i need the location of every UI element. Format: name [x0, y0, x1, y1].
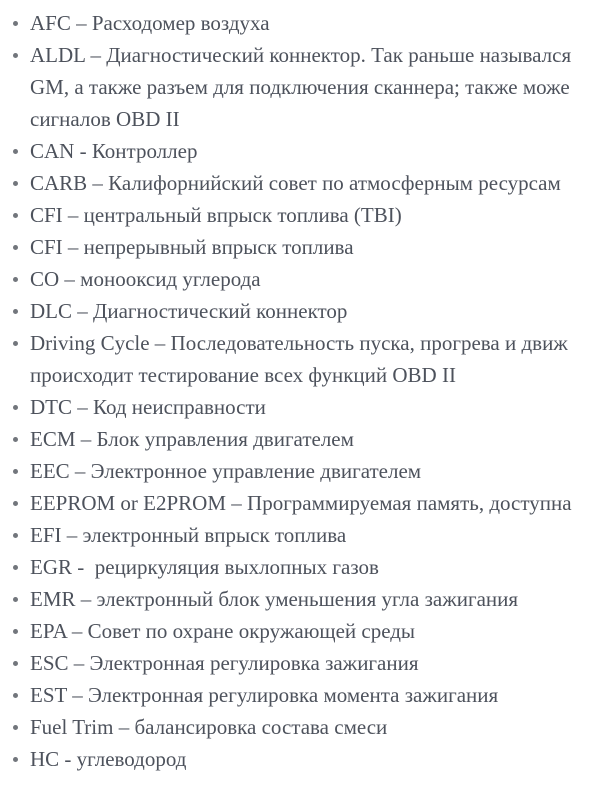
list-item: [30, 199, 612, 231]
glossary-line: CFI – непрерывный впрыск топлива: [30, 235, 354, 259]
glossary-line: EST – Электронная регулировка момента зажигания: [30, 683, 499, 707]
bullet-icon: [13, 597, 18, 602]
bullet-icon: [13, 245, 18, 250]
bullet-icon: [13, 21, 18, 26]
bullet-icon: [13, 533, 18, 538]
list-item: [30, 39, 612, 135]
bullet-icon: [13, 341, 18, 346]
bullet-icon: [13, 181, 18, 186]
glossary-line: EMR – электронный блок уменьшения угла зажигания: [30, 587, 519, 611]
list-item: [30, 551, 612, 583]
list-item: [30, 167, 612, 199]
list-item: [30, 327, 612, 391]
bullet-icon: [13, 725, 18, 730]
glossary-line: Driving Cycle – Последовательность пуска, прогрева и движ: [30, 331, 568, 355]
bullet-icon: [13, 213, 18, 218]
bullet-icon: [13, 565, 18, 570]
bullet-icon: [13, 405, 18, 410]
list-item: [30, 487, 612, 519]
bullet-icon: [13, 629, 18, 634]
glossary-line: EEPROM or E2PROM – Программируемая память, доступна: [30, 491, 572, 515]
list-item: [30, 615, 612, 647]
bullet-icon: [13, 757, 18, 762]
list-item: [30, 423, 612, 455]
bullet-icon: [13, 149, 18, 154]
bullet-icon: [13, 469, 18, 474]
glossary-line: AFC – Расходомер воздуха: [30, 11, 270, 35]
list-item: [30, 135, 612, 167]
list-item: [30, 455, 612, 487]
list-item: [30, 7, 612, 39]
glossary-line: EFI – электронный впрыск топлива: [30, 523, 347, 547]
list-item: [30, 583, 612, 615]
list-item: [30, 391, 612, 423]
glossary-line: EEC – Электронное управление двигателем: [30, 459, 422, 483]
glossary-line: ALDL – Диагностический коннектор. Так раньше назывался: [30, 43, 572, 67]
glossary-line: CAN - Контроллер: [30, 139, 198, 163]
list-item: [30, 263, 612, 295]
bullet-icon: [13, 53, 18, 58]
list-item: [30, 711, 612, 743]
list-item: [30, 295, 612, 327]
glossary-line: EPA – Совет по охране окружающей среды: [30, 619, 416, 643]
bullet-icon: [13, 437, 18, 442]
glossary-line: DTC – Код неисправности: [30, 395, 266, 419]
bullet-icon: [13, 501, 18, 506]
glossary-line: ESC – Электронная регулировка зажигания: [30, 651, 419, 675]
glossary-line: DLC – Диагностический коннектор: [30, 299, 348, 323]
glossary-line: CARB – Калифорнийский совет по атмосферным ресурсам: [30, 171, 561, 195]
bullet-icon: [13, 661, 18, 666]
glossary-line: сигналов OBD II: [30, 107, 180, 131]
list-item: [30, 743, 612, 775]
glossary-line: ECM – Блок управления двигателем: [30, 427, 354, 451]
list-item: [30, 647, 612, 679]
glossary-line: EGR - рециркуляция выхлопных газов: [30, 555, 379, 579]
glossary-line: CO – монооксид углерода: [30, 267, 261, 291]
glossary-line: GM, а также разъем для подключения сканнера; также може: [30, 75, 570, 99]
glossary-line: Fuel Trim – балансировка состава смеси: [30, 715, 388, 739]
bullet-icon: [13, 277, 18, 282]
glossary-line: происходит тестирование всех функций OBD II: [30, 363, 456, 387]
bullet-icon: [13, 309, 18, 314]
list-item: [30, 679, 612, 711]
glossary-line: CFI – центральный впрыск топлива (TBI): [30, 203, 402, 227]
glossary-line: HC - углеводород: [30, 747, 187, 771]
bullet-icon: [13, 693, 18, 698]
list-item: [30, 519, 612, 551]
list-item: [30, 231, 612, 263]
